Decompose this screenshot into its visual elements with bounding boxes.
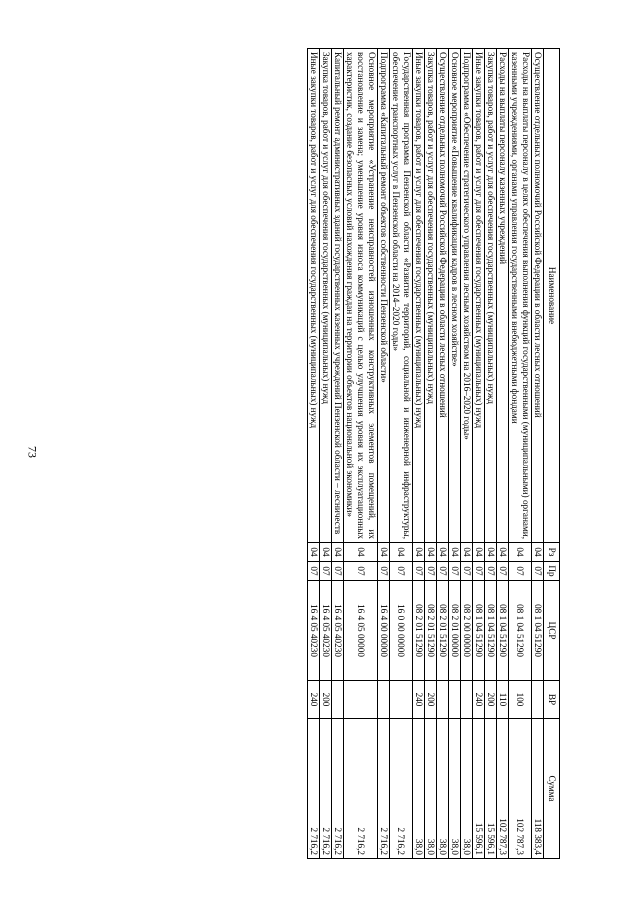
row-vr-cell: 240 [473, 681, 485, 719]
table-body [308, 49, 544, 859]
row-sum-cell: 38,0 [437, 719, 449, 859]
row-sum-cell: 38,0 [425, 719, 437, 859]
row-name-cell: Осуществление отдельных полномочий Российской Федерации в области лесных отношений [532, 49, 544, 543]
row-vr-cell [344, 681, 378, 719]
row-vr-cell: 110 [497, 681, 509, 719]
header-vr: ВР [544, 681, 560, 719]
row-pr-cell: 07 [497, 562, 509, 581]
row-name-cell: Закупка товаров, работ и услуг для обеспечения государственных (муниципальных) нужд [425, 49, 437, 543]
row-vr-cell [332, 681, 344, 719]
page-number: 73 [25, 446, 40, 458]
row-csr-cell: 08 1 04 51290 [509, 581, 532, 681]
row-pr-cell: 07 [344, 562, 378, 581]
row-sum-cell: 38,0 [449, 719, 461, 859]
row-pr-cell: 07 [449, 562, 461, 581]
row-pr-cell: 07 [390, 562, 413, 581]
row-name-cell: Основное мероприятие «Устранение неисправностей изношенных конструктивных элементов помещений, их восстановление и замена; уменьшение уровня износа коммуникаций с целью улучшения уровня их эксплуатационных характеристик, создание безопасных условий нахождения граждан на территории объектов национальной экономики» [344, 49, 378, 543]
row-rz-cell: 04 [425, 543, 437, 562]
table-row [485, 49, 497, 859]
table-row [378, 49, 390, 859]
row-csr-cell: 08 1 04 51290 [473, 581, 485, 681]
row-name-cell: Подпрограмма «Капитальный ремонт объектов собственности Пензенской области» [378, 49, 390, 543]
row-sum-cell: 38,0 [461, 719, 473, 859]
table-row [437, 49, 449, 859]
row-csr-cell: 08 1 04 51290 [485, 581, 497, 681]
row-rz-cell: 04 [378, 543, 390, 562]
row-csr-cell: 08 2 01 51290 [425, 581, 437, 681]
table-row [390, 49, 413, 859]
header-rz: Рз [544, 543, 560, 562]
row-vr-cell: 200 [320, 681, 332, 719]
table-row [532, 49, 544, 859]
row-sum-cell: 2 716,2 [332, 719, 344, 859]
row-sum-cell: 102 787,3 [497, 719, 509, 859]
row-csr-cell: 16 4 05 40230 [308, 581, 320, 681]
row-rz-cell: 04 [473, 543, 485, 562]
row-sum-cell: 15 596,1 [473, 719, 485, 859]
row-vr-cell [449, 681, 461, 719]
table-row [473, 49, 485, 859]
row-rz-cell: 04 [413, 543, 425, 562]
row-sum-cell: 2 716,2 [308, 719, 320, 859]
row-rz-cell: 04 [320, 543, 332, 562]
row-rz-cell: 04 [485, 543, 497, 562]
table-header-row [544, 49, 560, 859]
row-vr-cell [532, 681, 544, 719]
table-row [461, 49, 473, 859]
row-sum-cell: 118 383,4 [532, 719, 544, 859]
row-sum-cell: 2 716,2 [378, 719, 390, 859]
row-name-cell: Иные закупки товаров, работ и услуг для обеспечения государственных (муниципальных) нужд [308, 49, 320, 543]
row-rz-cell: 04 [449, 543, 461, 562]
row-csr-cell: 08 2 01 51290 [437, 581, 449, 681]
row-pr-cell: 07 [461, 562, 473, 581]
row-name-cell: Подпрограмма «Обеспечение стратегического управления лесным хозяйством на 2016–2020 годы» [461, 49, 473, 543]
row-rz-cell: 04 [509, 543, 532, 562]
table-row [413, 49, 425, 859]
row-sum-cell: 2 716,2 [344, 719, 378, 859]
row-rz-cell: 04 [308, 543, 320, 562]
row-vr-cell: 240 [413, 681, 425, 719]
row-name-cell: Расходы на выплаты персоналу в целях обеспечения выполнения функций государственными (муниципальными) органами, казенными учреждениями, органами управления государственными внебюджетными фондами [509, 49, 532, 543]
row-name-cell: Основное мероприятие «Повышение квалификации кадров в лесном хозяйстве» [449, 49, 461, 543]
row-name-cell: Иные закупки товаров, работ и услуг для обеспечения государственных (муниципальных) нужд [413, 49, 425, 543]
row-vr-cell: 200 [425, 681, 437, 719]
row-rz-cell: 04 [437, 543, 449, 562]
row-sum-cell: 2 716,2 [320, 719, 332, 859]
row-pr-cell: 07 [413, 562, 425, 581]
row-sum-cell: 38,0 [413, 719, 425, 859]
row-name-cell: Государственная программа Пензенской области «Развитие территорий, социальной и инженерной инфраструктуры, обеспечение транспортных услуг в Пензенской области на 2014–2020 годы» [390, 49, 413, 543]
row-rz-cell: 04 [344, 543, 378, 562]
row-rz-cell: 04 [532, 543, 544, 562]
row-sum-cell: 102 787,3 [509, 719, 532, 859]
row-vr-cell [390, 681, 413, 719]
row-pr-cell: 07 [437, 562, 449, 581]
row-pr-cell: 07 [485, 562, 497, 581]
row-vr-cell: 240 [308, 681, 320, 719]
row-csr-cell: 16 0 00 00000 [390, 581, 413, 681]
header-sum: Сумма [544, 719, 560, 859]
row-rz-cell: 04 [497, 543, 509, 562]
row-name-cell: Осуществление отдельных полномочий Российской Федерации в области лесных отношений [437, 49, 449, 543]
row-csr-cell: 08 2 00 00000 [461, 581, 473, 681]
row-pr-cell: 07 [425, 562, 437, 581]
row-vr-cell: 100 [509, 681, 532, 719]
row-rz-cell: 04 [390, 543, 413, 562]
table-row [308, 49, 320, 859]
rotated-table-container [82, 48, 560, 858]
budget-table [307, 48, 560, 859]
header-name: Наименование [544, 49, 560, 543]
table-row [509, 49, 532, 859]
row-vr-cell: 200 [485, 681, 497, 719]
table-row [449, 49, 461, 859]
row-pr-cell: 07 [308, 562, 320, 581]
row-rz-cell: 04 [461, 543, 473, 562]
row-name-cell: Закупка товаров, работ и услуг для обеспечения государственных (муниципальных) нужд [320, 49, 332, 543]
table-row [497, 49, 509, 859]
row-csr-cell: 16 4 05 40230 [320, 581, 332, 681]
row-sum-cell: 15 596,1 [485, 719, 497, 859]
row-pr-cell: 07 [509, 562, 532, 581]
table-row [320, 49, 332, 859]
row-vr-cell [461, 681, 473, 719]
row-name-cell: Расходы на выплаты персоналу казенных учреждений [497, 49, 509, 543]
row-pr-cell: 07 [532, 562, 544, 581]
row-vr-cell [378, 681, 390, 719]
table-row [344, 49, 378, 859]
row-csr-cell: 08 2 01 51290 [413, 581, 425, 681]
row-pr-cell: 07 [473, 562, 485, 581]
row-csr-cell: 08 1 04 51290 [532, 581, 544, 681]
row-name-cell: Иные закупки товаров, работ и услуг для обеспечения государственных (муниципальных) нужд [473, 49, 485, 543]
row-name-cell: Капитальный ремонт административных зданий государственных казенных учреждений Пензенской области – лесничеств [332, 49, 344, 543]
row-rz-cell: 04 [332, 543, 344, 562]
table-row [332, 49, 344, 859]
header-csr: ЦСР [544, 581, 560, 681]
header-pr: Пр [544, 562, 560, 581]
row-csr-cell: 16 4 05 00000 [344, 581, 378, 681]
row-name-cell: Закупка товаров, работ и услуг для обеспечения государственных (муниципальных) нужд [485, 49, 497, 543]
row-csr-cell: 16 4 05 40230 [332, 581, 344, 681]
table-row [425, 49, 437, 859]
row-sum-cell: 2 716,2 [390, 719, 413, 859]
row-pr-cell: 07 [378, 562, 390, 581]
row-csr-cell: 16 4 00 00000 [378, 581, 390, 681]
row-pr-cell: 07 [332, 562, 344, 581]
row-csr-cell: 08 2 01 00000 [449, 581, 461, 681]
row-csr-cell: 08 1 04 51290 [497, 581, 509, 681]
row-vr-cell [437, 681, 449, 719]
row-pr-cell: 07 [320, 562, 332, 581]
